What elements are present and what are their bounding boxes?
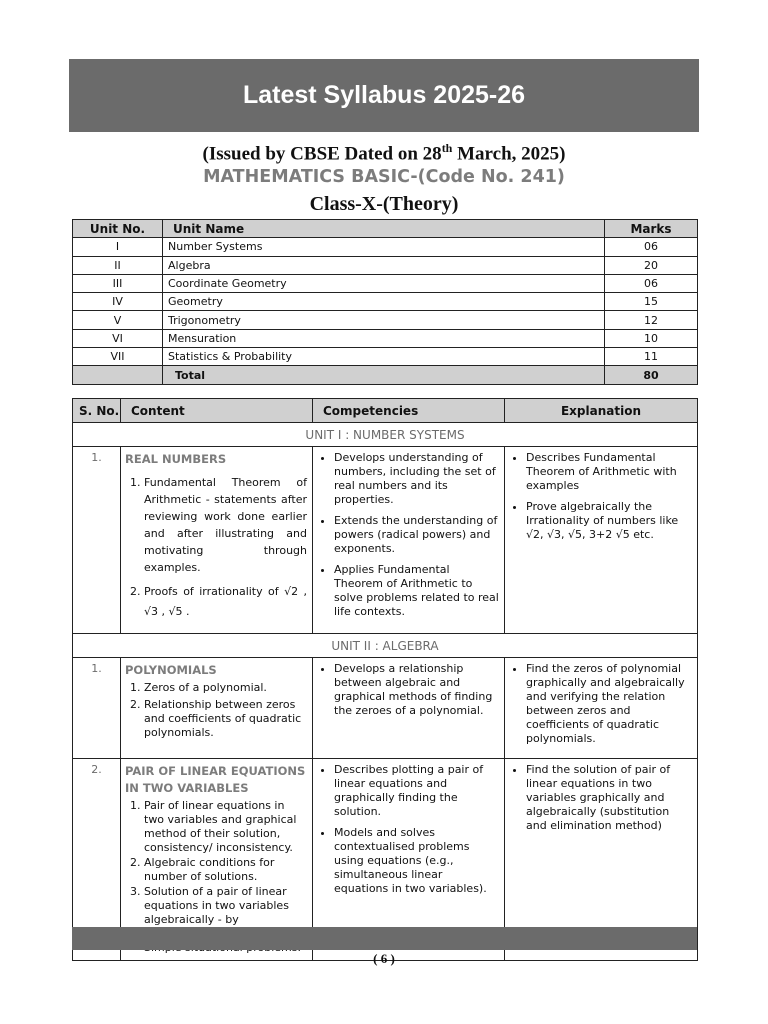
unit-1-title: UNIT I : NUMBER SYSTEMS <box>73 423 698 447</box>
content-list <box>125 474 307 622</box>
unit-name: Number Systems <box>163 238 605 256</box>
explanation-cell <box>505 658 698 759</box>
header-marks: Marks <box>605 220 698 238</box>
total-row <box>73 366 698 384</box>
competencies-cell <box>313 658 505 759</box>
header-explanation: Explanation <box>505 399 698 423</box>
marks-header-row <box>73 220 698 238</box>
issued-superscript: th <box>441 141 453 155</box>
serial-number: 2. <box>73 759 121 961</box>
unit-marks: 10 <box>605 329 698 347</box>
class-title: Class-X-(Theory) <box>309 193 459 215</box>
header-sno: S. No. <box>73 399 121 423</box>
content-cell <box>121 447 313 634</box>
total-empty-cell <box>73 366 163 384</box>
unit-marks: 20 <box>605 256 698 274</box>
unit-no: VI <box>73 329 163 347</box>
list-item: • Describes plotting a pair of linear equations and graphically finding the solution. <box>334 763 499 819</box>
unit-no: V <box>73 311 163 329</box>
page-number: ( 6 ) <box>373 951 395 966</box>
total-label: Total <box>163 366 605 384</box>
explanation-cell <box>505 447 698 634</box>
unit-no: I <box>73 238 163 256</box>
topic-title: PAIR OF LINEAR EQUATIONS IN TWO VARIABLES <box>125 764 306 795</box>
unit-no: III <box>73 274 163 292</box>
serial-number: 1. <box>73 658 121 759</box>
syllabus-table <box>72 398 698 961</box>
table-row <box>73 274 698 292</box>
unit-marks: 11 <box>605 348 698 366</box>
unit-no: II <box>73 256 163 274</box>
unit-no: IV <box>73 293 163 311</box>
issued-text-end: March, 2025) <box>452 143 566 165</box>
footer-bar <box>72 927 697 950</box>
topic-title: POLYNOMIALS <box>125 663 217 677</box>
unit-no: VII <box>73 348 163 366</box>
competencies-list <box>317 451 499 619</box>
list-item: 2. Algebraic conditions for number of solutions. <box>144 856 307 884</box>
list-item: • Describes Fundamental Theorem of Arithmetic with examples <box>526 451 692 493</box>
issued-text: (Issued by CBSE Dated on 28 <box>202 143 442 165</box>
serial-number: 1. <box>73 447 121 634</box>
competencies-list <box>317 763 499 896</box>
header-content: Content <box>121 399 313 423</box>
competencies-cell <box>313 447 505 634</box>
list-item: 1. Zeros of a polynomial. <box>144 681 307 695</box>
list-item: 2. Proofs of irrationality of √2 , √3 , √5 . <box>144 582 307 622</box>
table-row <box>73 348 698 366</box>
list-item: 1. Fundamental Theorem of Arithmetic - statements after reviewing work done earlier and after illustrating and motivating through examples. <box>144 474 307 576</box>
unit-marks: 12 <box>605 311 698 329</box>
table-row <box>73 311 698 329</box>
list-item: • Develops understanding of numbers, including the set of real numbers and its properties. <box>334 451 499 507</box>
unit-marks: 06 <box>605 238 698 256</box>
list-item: 2. Relationship between zeros and coefficients of quadratic polynomials. <box>144 698 307 740</box>
unit-heading-row <box>73 423 698 447</box>
unit-name: Mensuration <box>163 329 605 347</box>
list-item: • Extends the understanding of powers (radical powers) and exponents. <box>334 514 499 556</box>
table-row <box>73 293 698 311</box>
unit-name: Statistics & Probability <box>163 348 605 366</box>
table-row <box>73 658 698 759</box>
header-competencies: Competencies <box>313 399 505 423</box>
banner-title: Latest Syllabus 2025-26 <box>242 81 526 109</box>
title-banner <box>69 59 699 132</box>
topic-title: REAL NUMBERS <box>125 452 227 466</box>
list-item: 1. Pair of linear equations in two variables and graphical method of their solution, consistency/ inconsistency. <box>144 799 307 855</box>
explanation-list <box>509 662 692 746</box>
syllabus-header-row <box>73 399 698 423</box>
header-unit-no: Unit No. <box>73 220 163 238</box>
header-unit-name: Unit Name <box>163 220 605 238</box>
unit-marks: 06 <box>605 274 698 292</box>
table-row <box>73 329 698 347</box>
unit-name: Geometry <box>163 293 605 311</box>
unit-2-title: UNIT II : ALGEBRA <box>73 634 698 658</box>
list-item: • Develops a relationship between algebraic and graphical methods of finding the zeroes of a polynomial. <box>334 662 499 718</box>
list-item: • Applies Fundamental Theorem of Arithmetic to solve problems related to real life contexts. <box>334 563 499 619</box>
explanation-list <box>509 763 692 833</box>
list-item: • Find the zeros of polynomial graphically and algebraically and verifying the relation between zeros and coefficients of quadratic polynomials. <box>526 662 692 746</box>
content-list <box>125 681 307 740</box>
content-cell <box>121 658 313 759</box>
competencies-list <box>317 662 499 718</box>
unit-name: Coordinate Geometry <box>163 274 605 292</box>
subject-title: MATHEMATICS BASIC-(Code No. 241) <box>203 167 565 187</box>
list-item: • Find the solution of pair of linear equations in two variables graphically and algebraically (substitution and elimination method) <box>526 763 692 833</box>
marks-table <box>72 219 698 385</box>
unit-marks: 15 <box>605 293 698 311</box>
unit-name: Algebra <box>163 256 605 274</box>
list-item: • Models and solves contextualised problems using equations (e.g., simultaneous linear equations in two variables). <box>334 826 499 896</box>
table-row <box>73 256 698 274</box>
list-item: 3. Solution of a pair of linear equations in two variables algebraically - by <box>144 885 307 955</box>
total-marks: 80 <box>605 366 698 384</box>
explanation-list <box>509 451 692 542</box>
table-row <box>73 447 698 634</box>
table-row <box>73 238 698 256</box>
unit-heading-row <box>73 634 698 658</box>
list-item: • Prove algebraically the Irrationality of numbers like √2, √3, √5, 3+2 √5 etc. <box>526 500 692 542</box>
unit-name: Trigonometry <box>163 311 605 329</box>
